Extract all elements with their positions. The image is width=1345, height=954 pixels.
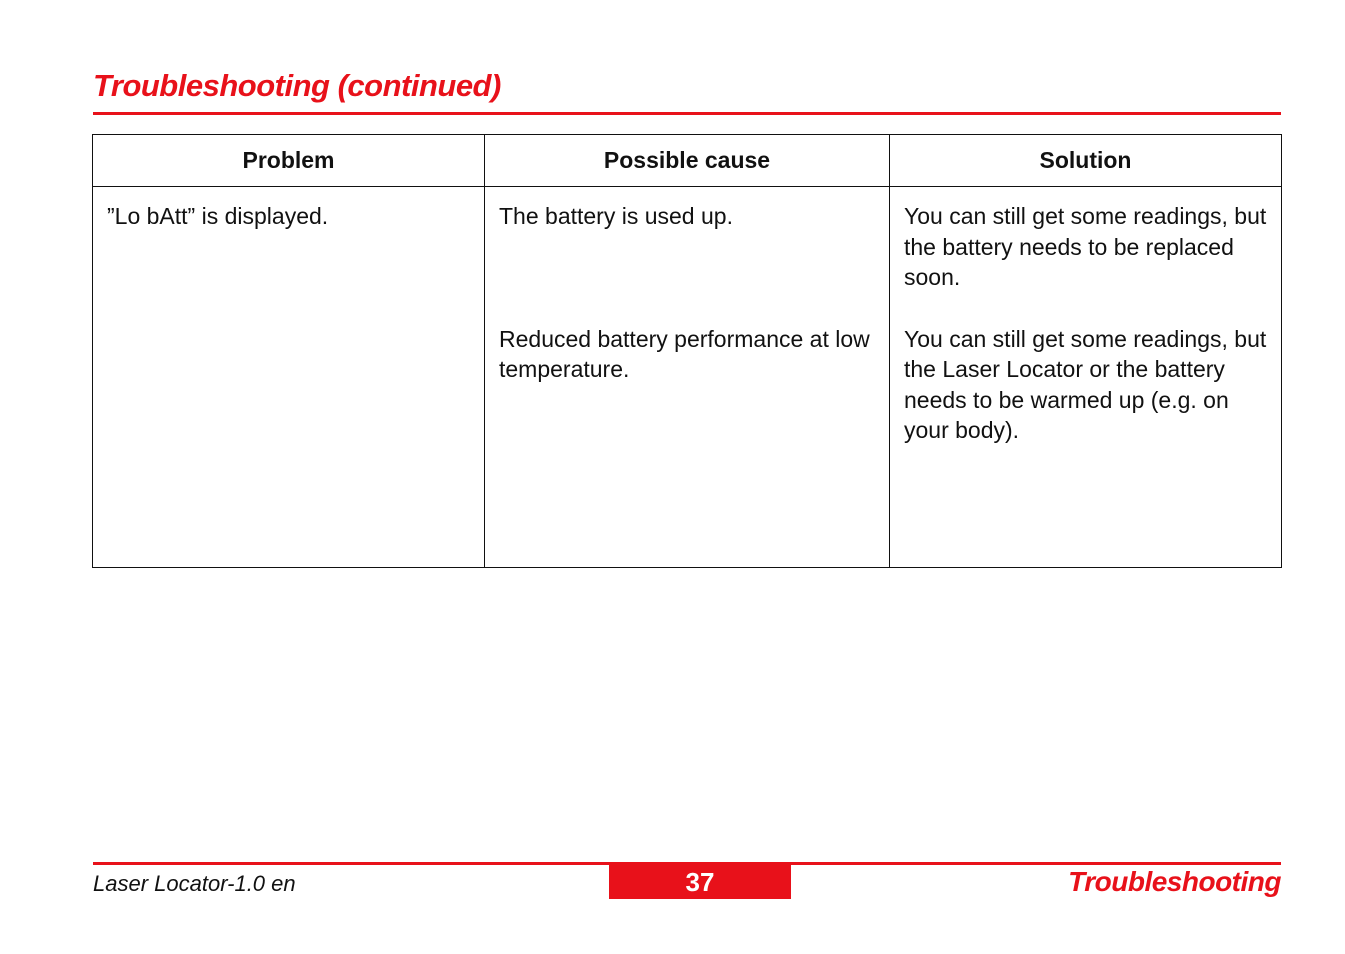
column-header-solution: Solution [890, 135, 1282, 187]
solution-text-1: You can still get some readings, but the battery needs to be replaced soon. [904, 203, 1267, 290]
cause-cell [485, 187, 890, 568]
column-header-possible-cause: Possible cause [485, 135, 890, 187]
page-title: Troubleshooting (continued) [93, 68, 501, 103]
column-header-problem: Problem [93, 135, 485, 187]
table-row [93, 187, 1282, 568]
solution-text-2: You can still get some readings, but the Laser Locator or the battery needs to be warmed up (e.g. on your body). [904, 325, 1267, 443]
page-number-badge: 37 [609, 865, 791, 899]
troubleshooting-table [92, 134, 1282, 568]
cause-text-1: The battery is used up. [499, 203, 733, 229]
title-divider [93, 112, 1281, 115]
solution-cell [890, 187, 1282, 568]
cause-text-2: Reduced battery performance at low temperature. [499, 325, 870, 382]
problem-text: ”Lo bAtt” is displayed. [107, 203, 329, 229]
problem-cell [93, 187, 485, 568]
table-header-row [93, 135, 1282, 187]
footer-section-title: Troubleshooting [1068, 866, 1281, 897]
footer-product-name: Laser Locator-1.0 en [93, 871, 296, 896]
